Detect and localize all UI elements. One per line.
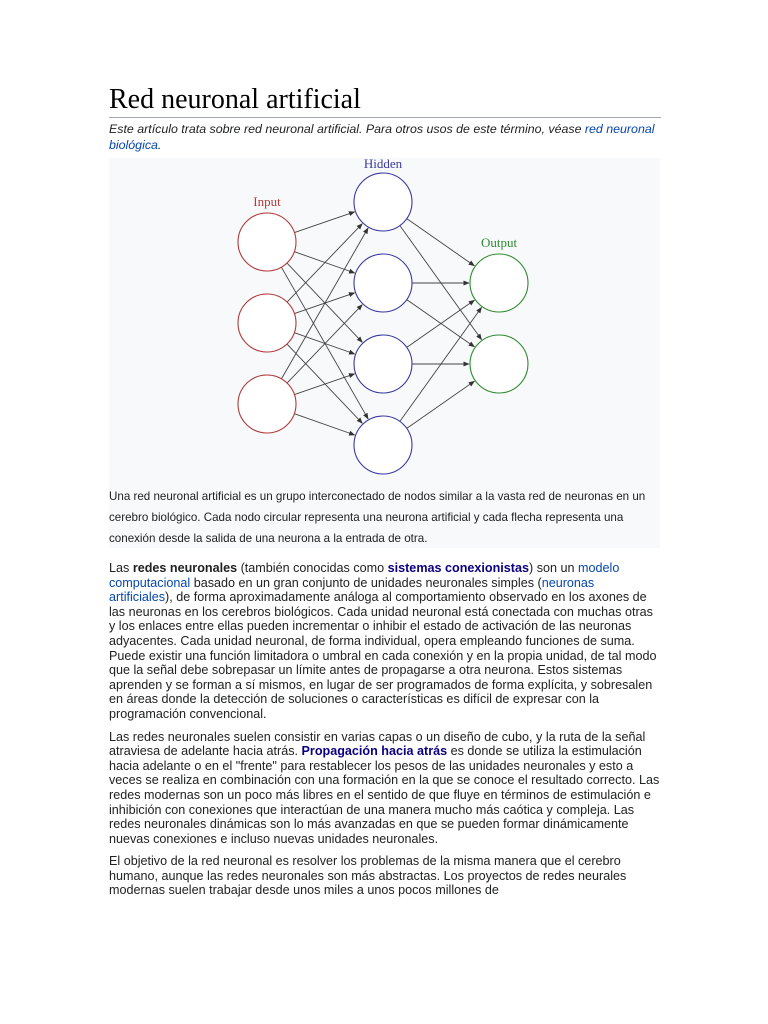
page-title: Red neuronal artificial bbox=[109, 84, 661, 118]
article-body bbox=[109, 561, 661, 898]
connection-arrow-input2-hidden4 bbox=[287, 344, 362, 423]
link-neuronas-artificiales[interactable]: neuronas artificiales bbox=[109, 575, 595, 605]
article bbox=[109, 84, 661, 906]
p2-text-1: Las redes neuronales suelen consistir en varias capas o un diseño de cubo, y la ruta de la señal atraviesa de adelante hacia atrás. bbox=[109, 729, 646, 759]
link-modelo-computacional[interactable]: modelo computacional bbox=[109, 561, 620, 590]
output-node-2 bbox=[470, 335, 528, 393]
input-node-1 bbox=[238, 213, 296, 271]
input-layer-label: Input bbox=[253, 194, 281, 209]
connection-arrow-hidden2-output2 bbox=[407, 300, 475, 347]
hidden-node-4 bbox=[354, 416, 412, 474]
p2-text-2: es donde se utiliza la estimulación hacia adelante o en el "frente" para restablecer los pesos de las unidades neuronales y esto a veces se realiza en combinación con una formación en la que se conoce el resultado correcto. Las redes modernas son un poco más libres en el sentido de que fluye en términos de estimulación e inhibición con conexiones que interactúan de una manera mucho más caótica y compleja. Las redes neuronales dinámicas son lo más avanzadas en que se pueden formar dinámicamente nuevas conexiones e incluso nuevas unidades neuronales. bbox=[109, 744, 660, 846]
p1-text-5: ), de forma aproximadamente análoga al comportamiento observado en los axones de las neuronas en los cerebros biológicos. Cada unidad neuronal está conectada con muchas otras y los enlaces entre ellas pueden incrementar o inhibir el estado de activación de las neuronas adyacentes. Cada unidad neuronal, de forma individual, opera empleando funciones de suma. Puede existir una función limitadora o umbral en cada conexión y en la propia unidad, de tal modo que la señal debe sobrepasar un límite antes de propagarse a otra neurona. Estos sistemas aprenden y se forman a sí mismos, en lugar de ser programados de forma explícita, y sobresalen en áreas donde la detección de soluciones o características es difícil de expresar con la programación convencional. bbox=[109, 590, 657, 721]
hatnote-link-red-neuronal-biologica[interactable]: red neuronal biológica bbox=[109, 122, 655, 152]
p1-text-3: ) son un bbox=[529, 561, 579, 575]
connection-arrow-input1-hidden3 bbox=[287, 263, 362, 342]
link-sistemas-conexionistas[interactable]: sistemas conexionistas bbox=[387, 561, 530, 575]
connection-arrows bbox=[281, 212, 481, 435]
neural-network-diagram bbox=[109, 158, 660, 488]
output-layer-label: Output bbox=[480, 235, 518, 250]
link-propagacion-hacia-atras[interactable]: Propagación hacia atrás bbox=[301, 744, 448, 759]
p1-bold-redes-neuronales: redes neuronales bbox=[132, 561, 238, 575]
connection-arrow-input2-hidden3 bbox=[294, 333, 354, 354]
connection-arrow-input3-hidden3 bbox=[294, 374, 354, 395]
hatnote-text: Este artículo trata sobre red neuronal artificial. Para otros usos de este término, véase bbox=[109, 122, 585, 136]
connection-arrow-hidden1-output1 bbox=[407, 219, 475, 266]
connection-arrow-input1-hidden1 bbox=[294, 212, 354, 233]
neuron-nodes bbox=[238, 173, 528, 474]
neural-network-figure bbox=[109, 158, 660, 548]
paragraph-1 bbox=[109, 561, 661, 722]
hatnote bbox=[109, 121, 661, 153]
output-node-1 bbox=[470, 254, 528, 312]
hatnote-end: . bbox=[157, 138, 162, 152]
p3-text-1: El objetivo de la red neuronal es resolver los problemas de la misma manera que el cerebro humano, aunque las redes neuronales son más abstractas. Los proyectos de redes neurales modernas suelen trabajar desde unos miles a unos pocos millones de bbox=[109, 854, 627, 898]
hidden-node-3 bbox=[354, 335, 412, 393]
paragraph-2 bbox=[109, 730, 661, 847]
connection-arrow-input2-hidden1 bbox=[287, 224, 362, 302]
connection-arrow-hidden3-output1 bbox=[407, 300, 475, 347]
input-node-2 bbox=[238, 294, 296, 352]
hidden-layer-label: Hidden bbox=[363, 158, 403, 171]
connection-arrow-input1-hidden2 bbox=[294, 252, 354, 273]
p1-text-2: (también conocidas como bbox=[237, 561, 388, 575]
p1-text-1: Las bbox=[109, 561, 133, 575]
connection-arrow-input3-hidden2 bbox=[287, 305, 362, 383]
connection-arrow-hidden4-output2 bbox=[407, 381, 475, 428]
paragraph-3 bbox=[109, 854, 661, 898]
figure-caption: Una red neuronal artificial es un grupo interconectado de nodos similar a la vasta red de neuronas en un cerebro biológico. Cada nodo circular representa una neurona artificial y cada flecha representa una conexión desde la salida de una neurona a la entrada de otra. bbox=[109, 490, 646, 545]
connection-arrow-input3-hidden4 bbox=[294, 414, 354, 435]
p1-text-4: basado en un gran conjunto de unidades neuronales simples ( bbox=[190, 575, 542, 590]
hidden-node-1 bbox=[354, 173, 412, 231]
input-node-3 bbox=[238, 375, 296, 433]
hidden-node-2 bbox=[354, 254, 412, 312]
